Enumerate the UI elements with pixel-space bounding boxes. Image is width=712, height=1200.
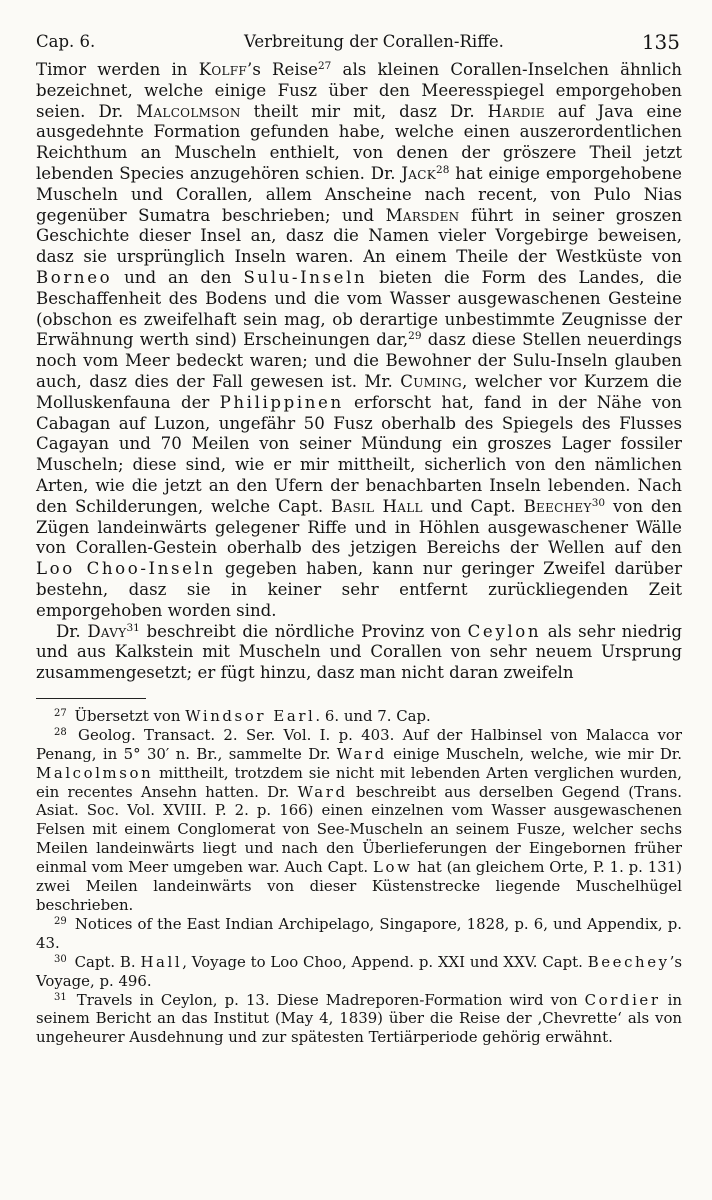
paragraph-1	[36, 60, 682, 622]
text-run: hat einige emporgehobene Muscheln und Corallen, allem Anscheine nach recent, von Pulo Nias gegenüber Sumatra beschrieben; und	[36, 163, 682, 225]
text-run: Notices of the East Indian Archipelago, Singapore, 1828, p. 6, und Appendix, p. 43.	[36, 914, 682, 952]
footnote-31	[36, 991, 682, 1048]
footnote-30	[36, 953, 682, 991]
author-hardie: Hardie	[487, 101, 545, 121]
author-hall: Hall	[140, 952, 183, 971]
footnote-29	[36, 915, 682, 953]
place-sulu: Sulu-Inseln	[243, 267, 368, 287]
text-run: beschreibt die nördliche Provinz von	[139, 621, 468, 641]
footnote-ref-28[interactable]: 28	[436, 163, 450, 176]
text-run: , welcher vor Kurzem die Molluskenfauna der	[36, 371, 683, 412]
place-borneo: Borneo	[36, 267, 113, 287]
page-number: 135	[641, 30, 680, 54]
chapter-label: Cap. 6.	[36, 32, 96, 51]
main-text	[36, 60, 682, 684]
text-run: und Capt.	[422, 496, 524, 516]
author-malcolmson: Malcolmson	[36, 763, 154, 782]
text-run: und an den	[112, 267, 244, 287]
text-run: , Voyage to Loo Choo, Append. p. XXI und XXV. Capt.	[182, 952, 588, 971]
author-cuming: Cuming	[400, 371, 462, 391]
footnote-ref-30[interactable]: 30	[591, 496, 606, 509]
text-run: . 6. und 7. Cap.	[315, 706, 431, 725]
place-philippinen: Philippinen	[219, 392, 344, 412]
text-run: bieten die Form des Landes, die Beschaffenheit des Bodens und die vom Wasser ausgewaschenen Gesteine (obschon es zweifelhaft sein mag, ob derartige unbestimmte Zeugnisse der Erwähnung werth sind) Erscheinungen dar,	[36, 267, 682, 350]
footnote-ref-31[interactable]: 31	[126, 621, 140, 634]
author-beechey: Beechey	[523, 496, 592, 516]
footnote-divider	[36, 698, 146, 699]
text-run: ’s Reise	[247, 60, 318, 79]
footnote-mark: 27	[54, 707, 67, 719]
author-malcolmson: Malcolmson	[136, 101, 241, 121]
author-cordier: Cordier	[584, 990, 661, 1009]
footnote-mark: 28	[54, 726, 67, 738]
text-run: Dr.	[56, 621, 88, 641]
text-run: führt in seiner groszen Geschichte dieser Insel an, dasz die Namen vieler Vorgebirge beweisen, dasz sie ursprünglich Inseln waren. An einem Theile der Westküste von	[36, 205, 683, 267]
text-run: einige Muscheln, welche, wie mir Dr.	[386, 744, 683, 763]
text-run: Geolog. Transact. 2. Ser. Vol. I. p. 403. Auf der Halbinsel von Malacca vor Penang, in 5° 30′ n. Br., sammelte Dr.	[36, 725, 682, 763]
place-loo-choo: Loo Choo-Inseln	[36, 559, 216, 579]
footnote-ref-27[interactable]: 27	[317, 60, 332, 72]
author-marsden: Marsden	[385, 205, 460, 225]
place-ceylon: Ceylon	[467, 621, 542, 641]
text-run: von den Zügen landeinwärts gelegener Riffe und in Höhlen ausgewaschener Wälle von Corallen-Gestein oberhalb des jetzigen Bereichs der Wellen auf den	[36, 496, 683, 558]
text-run: Übersetzt von	[69, 706, 186, 725]
footnotes	[36, 707, 682, 1047]
text-run: ’s Voyage, p. 496.	[36, 952, 682, 990]
text-run: als kleinen Corallen-Inselchen ähnlich bezeichnet, welche einige Fusz über den Meeresspiegel emporgehoben seien. Dr.	[36, 60, 682, 121]
text-run: als sehr niedrig und aus Kalkstein mit Muscheln und Corallen von sehr neuem Ursprung zusammengesetzt; er fügt hinzu, dasz man nicht daran zweifeln	[36, 621, 682, 683]
author-low: Low	[373, 858, 413, 877]
footnote-mark: 29	[54, 915, 67, 927]
author-basil-hall: Basil Hall	[331, 496, 423, 516]
text-run: in seinem Bericht an das Institut (May 4, 1839) über die Reise der ‚Chevrette‘ als von ungeheurer Ausdehnung und zur spätesten Tertiärperiode gehörig erwähnt.	[36, 990, 682, 1047]
text-run: hat (an gleichem Orte, P. 1. p. 131) zwei Meilen landeinwärts von dieser Küstenstrecke liegende Muschelhügel beschrieben.	[36, 858, 682, 914]
author-windsor-earl: Windsor Earl	[185, 706, 316, 725]
text-run: beschreibt aus derselben Gegend (Trans. Asiat. Soc. Vol. XVIII. P. 2. p. 166) einen einzelnen vom Wasser ausgewaschenen Felsen mit einem Conglomerat von See-Muscheln an seinem Fusze, welcher sechs Meilen landeinwärts liegt und nach den Überlieferungen der Eingebornen früher einmal vom Meer umgeben war. Auch Capt.	[36, 782, 682, 877]
text-run: dasz diese Stellen neuerdings noch vom Meer bedeckt waren; und die Bewohner der Sulu-Inseln glauben auch, dasz dies der Fall gewesen ist. Mr.	[36, 330, 682, 391]
text-run: mittheilt, trotzdem sie nicht mit lebenden Arten verglichen wurden, ein recentes Ansehn hatten. Dr.	[36, 763, 682, 801]
text-run: Travels in Ceylon, p. 13. Diese Madreporen-Formation wird von	[69, 990, 585, 1009]
footnote-27	[36, 707, 682, 726]
author-ward: Ward	[297, 782, 348, 801]
text-run: gegeben haben, kann nur geringer Zweifel darüber bestehn, dasz sie in keiner sehr entfernt zurückliegenden Zeit emporgehoben worden sind.	[36, 559, 682, 620]
text-run: erforscht hat, fand in der Nähe von Cabagan auf Luzon, ungefähr 50 Fusz oberhalb des Spiegels des Flusses Cagayan und 70 Meilen von seiner Mündung ein groszes Lager fossiler Muscheln; diese sind, wie er mir mittheilt, sicherlich von den nämlichen Arten, wie die jetzt an den Ufern der benachbarten Inseln lebenden. Nach den Schilderungen, welche Capt.	[36, 392, 682, 516]
author-beechey: Beechey	[587, 952, 670, 971]
running-title: Verbreitung der Corallen-Riffe.	[244, 32, 504, 51]
footnote-mark: 31	[54, 991, 67, 1003]
text-run: theilt mir mit, dasz Dr.	[240, 101, 488, 121]
author-kolff: Kolff	[198, 60, 248, 79]
author-ward: Ward	[336, 744, 387, 763]
text-run: Timor werden in	[36, 60, 199, 79]
author-jack: Jack	[401, 163, 437, 183]
footnote-mark: 30	[54, 953, 67, 965]
text-run: auf Java eine ausgedehnte Formation gefunden habe, welche einen auszerordentlichen Reichthum an Muscheln enthielt, von denen der gröszere Theil jetzt lebenden Species anzugehören schien. Dr.	[36, 101, 683, 183]
author-davy: Davy	[87, 621, 127, 641]
footnote-ref-29[interactable]: 29	[408, 330, 422, 343]
footnote-28	[36, 726, 682, 915]
text-run: Capt. B.	[69, 952, 141, 971]
running-header	[36, 26, 682, 60]
paragraph-2	[36, 622, 682, 684]
